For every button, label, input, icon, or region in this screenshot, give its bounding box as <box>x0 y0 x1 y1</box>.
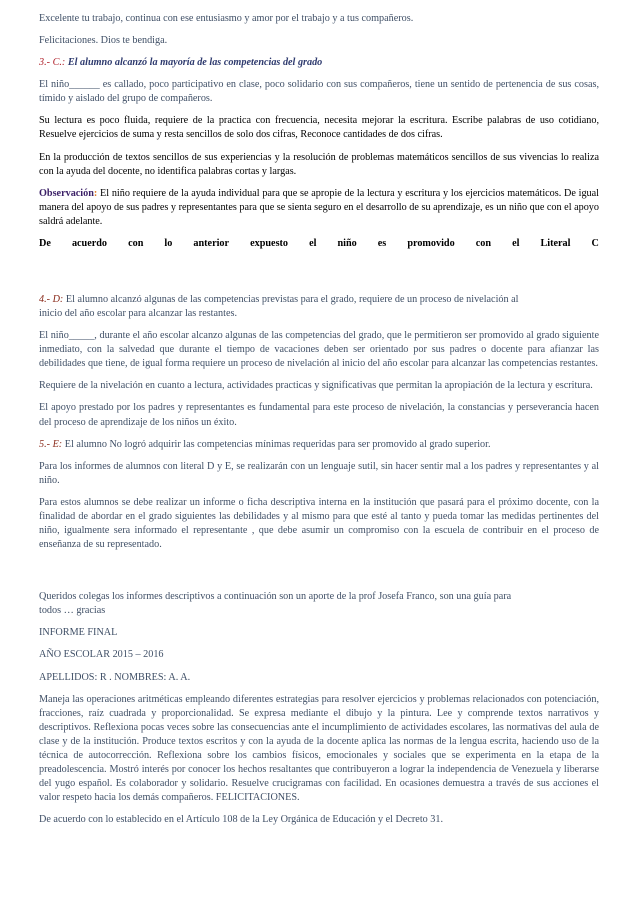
promotion-word: Literal <box>540 237 571 249</box>
paragraph-child-d: El niño_____, durante el año escolar alcanzo algunas de las competencias del grado, que le permitieron ser promovido al grado siguiente inmediato, con la salvedad que durante el tiempo de vacaciones deben ser orientado por sus padres o docente para afianzar las debilidades que tiene, de igual forma requiere un proceso de nivelación al inicio del año escolar para alcanzar las competencias restantes. <box>39 330 599 370</box>
document-page <box>39 12 599 835</box>
observation-colon: : <box>93 187 98 199</box>
promotion-word: De <box>39 237 51 249</box>
promotion-word: expuesto <box>250 237 289 249</box>
spacer <box>39 560 599 590</box>
paragraph-colleagues-line-1: Queridos colegas los informes descriptivos a continuación son un aporte de la prof Josefa Franco, son una guía para <box>39 591 512 603</box>
section-5-heading <box>39 438 599 452</box>
section-3-label: 3.- C.: <box>39 57 66 69</box>
paragraph-child-c-production: En la producción de textos sencillos de sus experiencias y la resolución de problemas matemáticos sencillos de sus vivencias lo realiza con la ayuda del docente, no identifica palabras cortas y largas. <box>39 151 599 177</box>
report-title: INFORME FINAL <box>39 627 118 639</box>
promotion-word: anterior <box>193 237 230 249</box>
paragraph-final-report: Maneja las operaciones aritméticas empleando diferentes estrategias para resolver ejercicios y problemas relacionados con potenciación, fracciones, raíz cuadrada y proporcionalidad. Se expresa mediante el dibujo y la pintura. Lee y comprende textos narrativos y descriptivos. Reflexiona pocas veces sobre las consecuencias ante el incumplimiento de actividades escolares, las normativas del aula de clase y de la institución. Produce textos escritos y con la ayuda de la docente aplica las normas de la lengua escrita, haciendo uso de la técnica de autocorrección. Reflexiona sobre los cambios físicos, emocionales y sociales que se experimenta en la etapa de la preadolescencia. Mostró interés por conocer los hechos resaltantes que contribuyeron a lograr la independencia de Venezuela y liberarse del yugo español. Es colaborador y solidario. Resuelve crucigramas con facilidad. En ocasiones demuestra a través de sus acciones el valor respeto hacia los demás compañeros. FELICITACIONES. <box>39 693 599 804</box>
section-5-text: El alumno No logró adquirir las competencias mínimas requeridas para ser promovido al grado superior. <box>62 438 491 450</box>
paragraph-blessing: Felicitaciones. Dios te bendiga. <box>39 35 168 47</box>
promotion-word: promovido <box>407 237 455 249</box>
section-4-label: 4.- D: <box>39 294 64 306</box>
promotion-word: niño <box>337 237 357 249</box>
promotion-word: es <box>377 237 387 249</box>
promotion-word: el <box>309 237 317 249</box>
section-3-title: El alumno alcanzó la mayoría de las competencias del grado <box>65 57 323 69</box>
paragraph-child-c-behavior: El niño______ es callado, poco participativo en clase, poco solidario con sus compañeros, tiene un sentido de pertenencia de sus cosas, tímido y aislado del grupo de compañeros. <box>39 79 599 105</box>
observation-label: Observación <box>39 187 94 199</box>
section-4-heading-line-1 <box>39 293 599 307</box>
section-5-label: 5.- E: <box>39 438 63 450</box>
promotion-word: el <box>512 237 520 249</box>
promotion-word: lo <box>164 237 173 249</box>
section-4-text: El alumno alcanzó algunas de las competencias previstas para el grado, requiere de un proceso de nivelación al <box>63 294 519 306</box>
paragraph-report-language: Para los informes de alumnos con literal D y E, se realizarán con un lenguaje sutil, sin hacer sentir mal a los padres y representantes y al niño. <box>39 460 599 486</box>
promotion-word: acuerdo <box>71 237 108 249</box>
paragraph-colleagues-line-2: todos … gracias <box>39 605 106 617</box>
paragraph-observation <box>39 187 599 229</box>
paragraph-child-c-reading: Su lectura es poco fluida, requiere de la practica con frecuencia, necesita mejorar la escritura. Escribe palabras de uso cotidiano, Resuelve ejercicios de suma y resta sencillos de solo dos cifras, Reconoce cantidades de dos cifras. <box>39 115 599 141</box>
promotion-word: C <box>591 237 599 249</box>
spacer <box>39 259 599 293</box>
promotion-word: con <box>128 237 144 249</box>
paragraph-legal-basis: De acuerdo con lo establecido en el Artículo 108 de la Ley Orgánica de Educación y el Decreto 31. <box>39 814 444 826</box>
school-year: AÑO ESCOLAR 2015 – 2016 <box>39 649 164 661</box>
section-4-heading-line-2: inicio del año escolar para alcanzar las restantes. <box>39 308 237 320</box>
paragraph-congrats: Excelente tu trabajo, continua con ese entusiasmo y amor por el trabajo y a tus compañeros. <box>39 13 414 24</box>
paragraph-internal-report: Para estos alumnos se debe realizar un informe o ficha descriptiva interna en la institución que pasará para el próximo docente, con la finalidad de abordar en el grado siguientes las debilidades y al mismo para que esté al tanto y pueda tomar las medidas pertinentes del niño, igualmente sera informado el representante , que debe asumir un compromiso con la escuela de contribuir en el proceso de enseñanza de su representado. <box>39 496 599 551</box>
promotion-word: con <box>475 237 492 249</box>
observation-text: El niño requiere de la ayuda individual para que se apropie de la lectura y escritura y los ejercicios matemáticos. De igual manera del apoyo de sus padres y representantes para que se sienta seguro en el desarrollo de su aprendizaje, es un niño que con el apoyo saldrá adelante. <box>39 187 599 227</box>
paragraph-parent-support: El apoyo prestado por los padres y representantes es fundamental para este proceso de nivelación, la constancias y perseverancia hacen del proceso de aprendizaje de los niños un éxito. <box>39 402 599 428</box>
section-3-heading <box>39 56 599 70</box>
paragraph-leveling: Requiere de la nivelación en cuanto a lectura, actividades practicas y significativas que permitan la apropiación de la lectura y escritura. <box>39 380 593 392</box>
promotion-line <box>39 237 599 251</box>
student-name: APELLIDOS: R . NOMBRES: A. A. <box>39 671 191 683</box>
